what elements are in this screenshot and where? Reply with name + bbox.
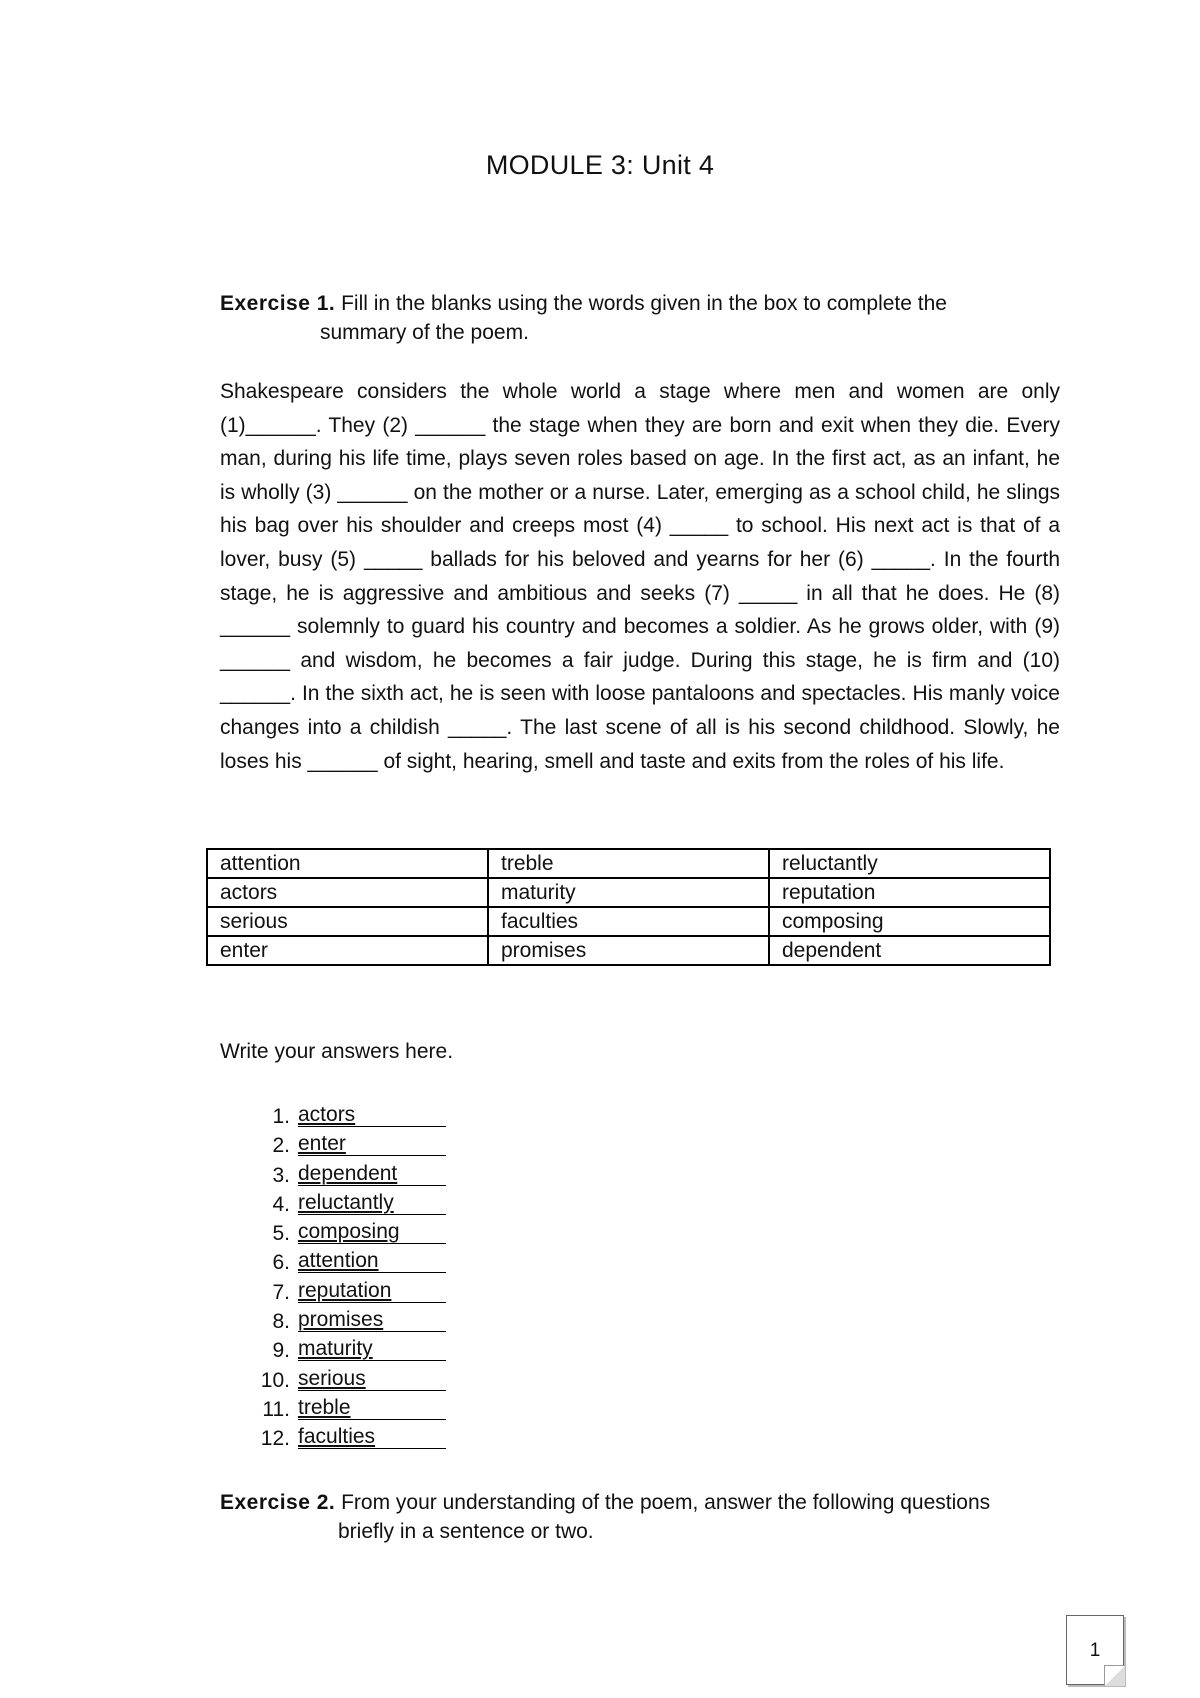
answer-value: composing — [298, 1219, 446, 1244]
answer-number: 10. — [260, 1368, 290, 1392]
answer-number: 9. — [272, 1339, 290, 1363]
word-box-cell: promises — [488, 936, 769, 965]
word-box-cell: reluctantly — [769, 849, 1050, 878]
word-box-row — [207, 849, 1050, 878]
answer-number: 2. — [272, 1134, 290, 1158]
word-box-cell: dependent — [769, 936, 1050, 965]
exercise-1-instruction: Fill in the blanks using the words given in the box to complete the — [341, 292, 947, 315]
answer-value: serious — [298, 1366, 446, 1391]
exercise-2-instruction-cont: briefly in a sentence or two. — [338, 1520, 594, 1543]
answer-item — [248, 1161, 446, 1190]
answer-number: 1. — [272, 1105, 290, 1128]
answer-item — [248, 1219, 446, 1248]
word-box-cell: attention — [207, 849, 488, 878]
answer-number: 11. — [262, 1397, 290, 1421]
word-box-cell: actors — [207, 878, 488, 907]
exercise-2-heading — [220, 1488, 1060, 1546]
exercise-1-label: Exercise 1. — [220, 292, 336, 315]
word-box-cell: composing — [769, 907, 1050, 936]
exercise-2-label: Exercise 2. — [220, 1491, 336, 1514]
answer-item — [248, 1278, 446, 1307]
exercise-2-instruction: From your understanding of the poem, answer the following questions — [341, 1491, 991, 1514]
answer-item — [248, 1102, 446, 1131]
exercise-1-heading — [220, 289, 1060, 347]
exercise-1-instruction-cont: summary of the poem. — [320, 321, 529, 344]
answer-number: 8. — [272, 1310, 290, 1334]
answer-item — [248, 1190, 446, 1219]
word-box-row — [207, 936, 1050, 965]
page-curl-icon — [1104, 1665, 1125, 1686]
answer-number: 4. — [272, 1192, 290, 1216]
answer-number: 3. — [272, 1163, 290, 1187]
page-number-box — [1066, 1615, 1124, 1685]
word-box-cell: treble — [488, 849, 769, 878]
word-box-cell: enter — [207, 936, 488, 965]
word-box-cell: serious — [207, 907, 488, 936]
word-box-cell: maturity — [488, 878, 769, 907]
answer-item — [248, 1131, 446, 1160]
answer-value: faculties — [298, 1424, 446, 1449]
answer-item — [248, 1366, 446, 1395]
answer-value: dependent — [298, 1161, 446, 1186]
answer-number: 5. — [272, 1222, 290, 1246]
answer-number: 6. — [272, 1251, 290, 1275]
answer-number: 12. — [260, 1427, 290, 1451]
answer-value: reluctantly — [298, 1190, 446, 1215]
page-number: 1 — [1089, 1640, 1101, 1661]
answer-value: actors — [298, 1102, 446, 1127]
answer-value: maturity — [298, 1336, 446, 1361]
answer-value: promises — [298, 1307, 446, 1332]
answer-value: enter — [298, 1131, 446, 1156]
poem-summary-passage: Shakespeare considers the whole world a stage where men and women are only (1)______. They (2) ______ the stage when they are born and exit when they die. Every man, during his life time, plays seven roles based on age. In the first act, as an infant, he is wholly (3) ______ on the mother or a nurse. Later, emerging as a school child, he slings his bag over his shoulder and creeps most (4) _____ to school. His next act is that of a lover, busy (5) _____ ballads for his beloved and yearns for her (6) _____. In the fourth stage, he is aggressive and ambitious and seeks (7) _____ in all that he does. He (8) ______ solemnly to guard his country and becomes a soldier. As he grows older, with (9) ______ and wisdom, he becomes a fair judge. During this stage, he is firm and (10) ______. In the sixth act, he is seen with loose pantaloons and spectacles. His manly voice changes into a childish _____. The last scene of all is his second childhood. Slowly, he loses his ______ of sight, hearing, smell and taste and exits from the roles of his life. — [220, 380, 1060, 773]
word-box-cell: reputation — [769, 878, 1050, 907]
word-box-table — [206, 848, 1051, 966]
answer-value: reputation — [298, 1278, 446, 1303]
word-box-row — [207, 907, 1050, 936]
answer-value: attention — [298, 1248, 446, 1273]
answer-item — [248, 1307, 446, 1336]
page-title: MODULE 3: Unit 4 — [485, 150, 715, 180]
answer-number: 7. — [272, 1280, 290, 1304]
answer-item — [248, 1424, 446, 1453]
answer-value: treble — [298, 1395, 446, 1420]
answer-item — [248, 1248, 446, 1277]
word-box-cell: faculties — [488, 907, 769, 936]
word-box-row — [207, 878, 1050, 907]
answer-item — [248, 1395, 446, 1424]
answer-item — [248, 1336, 446, 1365]
answer-list — [248, 1102, 446, 1454]
answers-label: Write your answers here. — [220, 1040, 454, 1063]
